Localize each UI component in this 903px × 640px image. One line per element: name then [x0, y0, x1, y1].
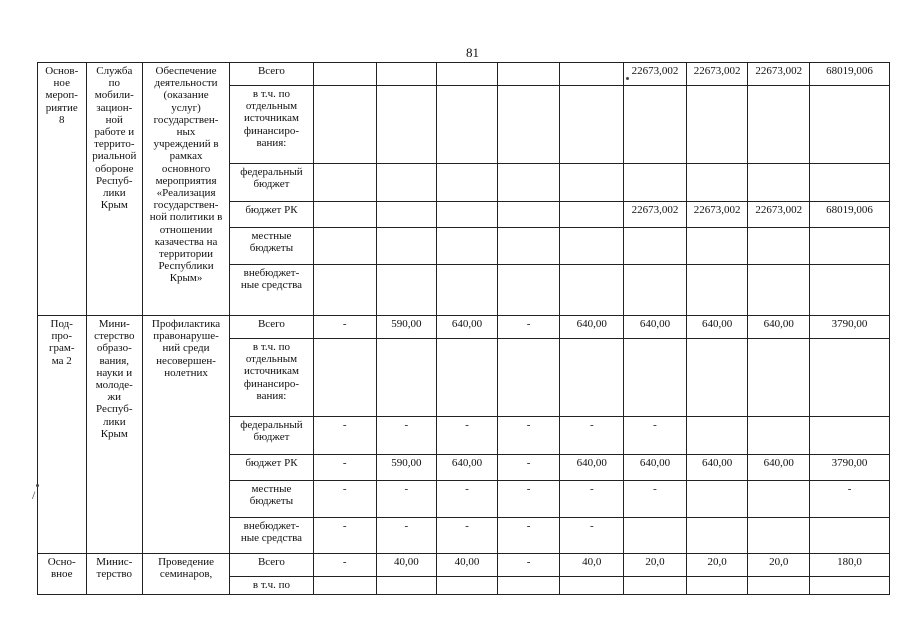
value-cell [437, 202, 498, 228]
value-cell: - [560, 417, 624, 455]
value-cell [497, 577, 560, 595]
value-cell [810, 518, 890, 554]
value-cell [810, 417, 890, 455]
value-cell: 20,0 [624, 554, 687, 577]
value-cell [313, 164, 376, 202]
value-cell: - [497, 518, 560, 554]
value-cell [376, 63, 437, 86]
value-cell [437, 63, 498, 86]
value-cell: 22673,002 [624, 63, 687, 86]
table-body [38, 63, 890, 595]
value-cell [686, 265, 748, 316]
value-cell: - [313, 417, 376, 455]
value-cell [810, 339, 890, 417]
value-cell [560, 63, 624, 86]
funding-source-label: федеральный бюджет [230, 164, 314, 202]
value-cell: - [437, 518, 498, 554]
value-cell [686, 228, 748, 265]
value-cell: 20,0 [686, 554, 748, 577]
value-cell [748, 86, 810, 164]
value-cell: - [313, 316, 376, 339]
value-cell [497, 202, 560, 228]
value-cell [686, 518, 748, 554]
value-cell: - [376, 481, 437, 518]
value-cell: - [624, 417, 687, 455]
responsible-executor: Мини- стерство образо- вания, науки и молоде- жи Респуб- лики Крым [86, 316, 143, 554]
value-cell [313, 202, 376, 228]
value-cell: - [497, 316, 560, 339]
value-cell [686, 339, 748, 417]
scan-speck [36, 484, 39, 487]
value-cell [560, 202, 624, 228]
value-cell [376, 202, 437, 228]
value-cell: - [313, 518, 376, 554]
row-group-title: Под- про- грам- ма 2 [38, 316, 87, 554]
funding-source-label: Всего [230, 63, 314, 86]
value-cell [624, 228, 687, 265]
value-cell [497, 164, 560, 202]
value-cell: 22673,002 [748, 63, 810, 86]
value-cell [686, 577, 748, 595]
funding-source-label: Всего [230, 554, 314, 577]
value-cell [497, 339, 560, 417]
value-cell [748, 577, 810, 595]
row-group-title: Осно- вное [38, 554, 87, 595]
value-cell [497, 265, 560, 316]
value-cell: 640,00 [624, 455, 687, 481]
value-cell [437, 265, 498, 316]
value-cell: - [560, 481, 624, 518]
value-cell [560, 164, 624, 202]
value-cell: 640,00 [748, 455, 810, 481]
value-cell: 640,00 [560, 455, 624, 481]
value-cell: 40,00 [376, 554, 437, 577]
value-cell: 640,00 [437, 316, 498, 339]
value-cell [376, 86, 437, 164]
responsible-executor: Служба по мобили- зацион- ной работе и террито- риальной обороне Респуб- лики Крым [86, 63, 143, 316]
value-cell [624, 86, 687, 164]
funding-source-label: бюджет РК [230, 455, 314, 481]
value-cell: - [497, 554, 560, 577]
funding-table [37, 62, 890, 595]
value-cell: 68019,006 [810, 63, 890, 86]
value-cell [560, 228, 624, 265]
value-cell [624, 518, 687, 554]
value-cell: 3790,00 [810, 316, 890, 339]
value-cell [748, 228, 810, 265]
responsible-executor: Минис- терство [86, 554, 143, 595]
value-cell: 180,0 [810, 554, 890, 577]
value-cell [437, 577, 498, 595]
funding-source-label: внебюджет- ные средства [230, 265, 314, 316]
value-cell: - [810, 481, 890, 518]
page-number: 81 [466, 45, 479, 60]
value-cell: 590,00 [376, 316, 437, 339]
value-cell [810, 164, 890, 202]
value-cell [497, 228, 560, 265]
value-cell [686, 86, 748, 164]
value-cell [686, 417, 748, 455]
funding-source-label: в т.ч. по [230, 577, 314, 595]
value-cell [560, 339, 624, 417]
value-cell: 68019,006 [810, 202, 890, 228]
funding-source-label: Всего [230, 316, 314, 339]
value-cell: 3790,00 [810, 455, 890, 481]
value-cell [686, 481, 748, 518]
value-cell [624, 265, 687, 316]
value-cell [313, 63, 376, 86]
value-cell [313, 86, 376, 164]
value-cell [624, 577, 687, 595]
row-group-title: Основ- ное мероп- риятие 8 [38, 63, 87, 316]
value-cell [376, 164, 437, 202]
value-cell [376, 339, 437, 417]
value-cell [810, 577, 890, 595]
value-cell: - [437, 417, 498, 455]
table-row [38, 63, 890, 86]
funding-source-label: местные бюджеты [230, 228, 314, 265]
value-cell: 20,0 [748, 554, 810, 577]
value-cell [748, 518, 810, 554]
value-cell: - [624, 481, 687, 518]
value-cell [810, 86, 890, 164]
value-cell [748, 265, 810, 316]
scan-mark: / [32, 488, 36, 502]
value-cell [437, 164, 498, 202]
funding-source-label: внебюджет- ные средства [230, 518, 314, 554]
value-cell: - [497, 481, 560, 518]
value-cell: - [497, 417, 560, 455]
value-cell [624, 339, 687, 417]
value-cell [810, 228, 890, 265]
value-cell [376, 265, 437, 316]
funding-source-label: в т.ч. по отдельным источникам финансиро- вания: [230, 339, 314, 417]
value-cell [437, 228, 498, 265]
value-cell [748, 164, 810, 202]
value-cell: 40,00 [437, 554, 498, 577]
value-cell: 640,00 [437, 455, 498, 481]
activity-name: Профилактика правонаруше- ний среди несовершен- нолетних [143, 316, 230, 554]
funding-source-label: местные бюджеты [230, 481, 314, 518]
value-cell [624, 164, 687, 202]
value-cell [313, 577, 376, 595]
value-cell [560, 86, 624, 164]
value-cell: - [376, 417, 437, 455]
table-row [38, 554, 890, 577]
value-cell: - [313, 455, 376, 481]
value-cell [313, 265, 376, 316]
value-cell: 640,00 [748, 316, 810, 339]
value-cell: - [437, 481, 498, 518]
value-cell [810, 265, 890, 316]
activity-name: Проведение семинаров, [143, 554, 230, 595]
value-cell: - [560, 518, 624, 554]
funding-source-label: бюджет РК [230, 202, 314, 228]
value-cell [748, 481, 810, 518]
value-cell: 22673,002 [748, 202, 810, 228]
value-cell: 22673,002 [686, 202, 748, 228]
value-cell: 640,00 [624, 316, 687, 339]
value-cell: 22673,002 [624, 202, 687, 228]
value-cell [313, 339, 376, 417]
value-cell [497, 86, 560, 164]
funding-source-label: федеральный бюджет [230, 417, 314, 455]
value-cell [560, 577, 624, 595]
value-cell: 640,00 [560, 316, 624, 339]
value-cell: - [376, 518, 437, 554]
value-cell [497, 63, 560, 86]
value-cell: - [497, 455, 560, 481]
value-cell: 40,0 [560, 554, 624, 577]
value-cell: 590,00 [376, 455, 437, 481]
value-cell [748, 417, 810, 455]
scan-speck [626, 77, 629, 80]
value-cell [560, 265, 624, 316]
value-cell: - [313, 554, 376, 577]
value-cell: - [313, 481, 376, 518]
value-cell: 640,00 [686, 316, 748, 339]
activity-name: Обеспечение деятельности (оказание услуг) государствен- ных учреждений в рамках основного мероприятия «Реализация государствен- ной политики в отношении казачества на территории Республики Крым» [143, 63, 230, 316]
value-cell [748, 339, 810, 417]
table-row [38, 316, 890, 339]
value-cell [686, 164, 748, 202]
value-cell [376, 577, 437, 595]
value-cell: 640,00 [686, 455, 748, 481]
value-cell [437, 86, 498, 164]
value-cell [437, 339, 498, 417]
value-cell [376, 228, 437, 265]
funding-source-label: в т.ч. по отдельным источникам финансиро- вания: [230, 86, 314, 164]
value-cell: 22673,002 [686, 63, 748, 86]
value-cell [313, 228, 376, 265]
